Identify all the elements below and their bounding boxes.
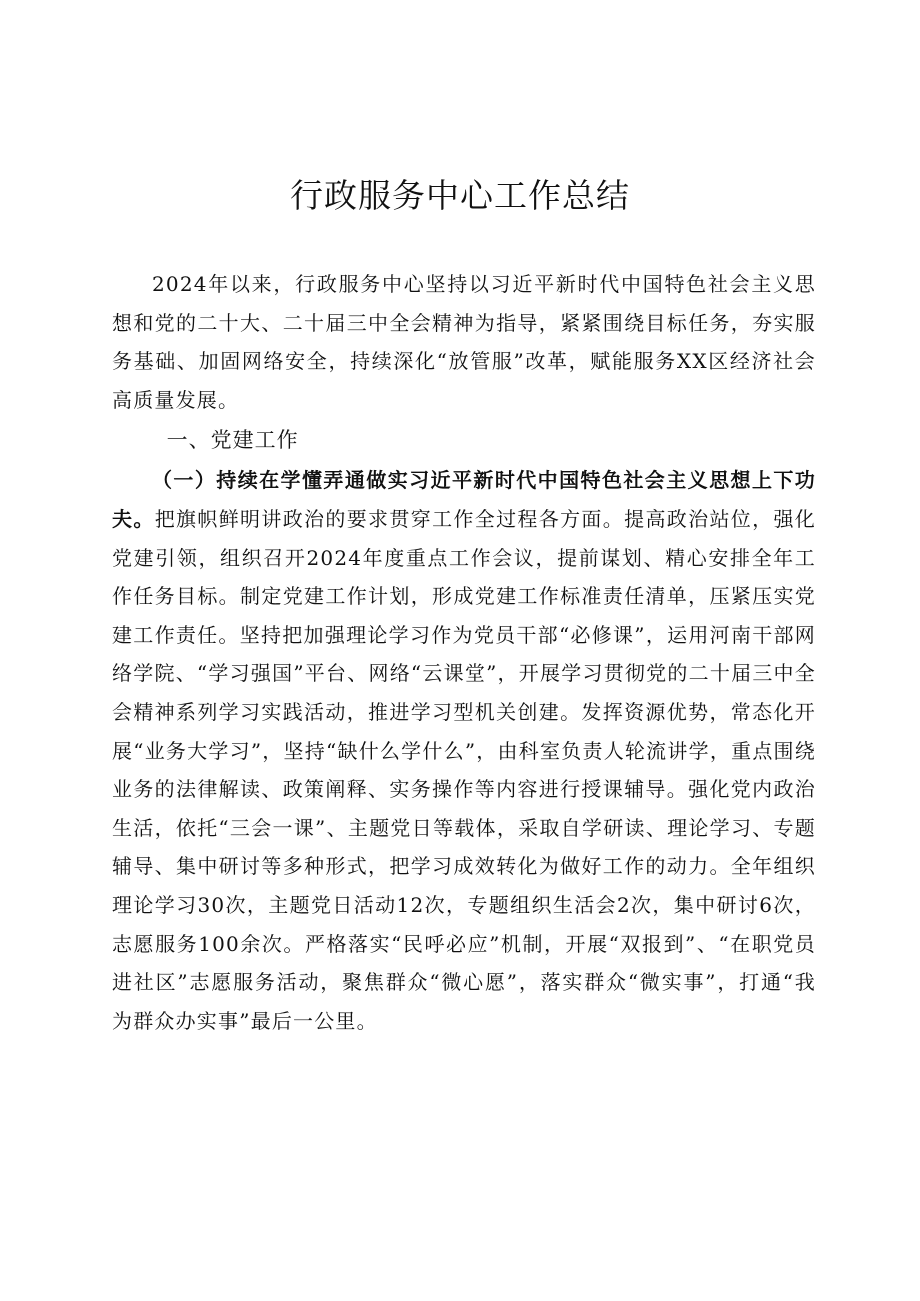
- document-body: [112, 265, 816, 1040]
- section-heading: 一、党建工作: [166, 428, 299, 453]
- subsection-heading: （一）持续在学懂弄通做实习近平新时代中国特色社会主义思想上下功夫。: [112, 468, 816, 531]
- section-body-text: 把旗帜鲜明讲政治的要求贯穿工作全过程各方面。提高政治站位，强化党建引领，组织召开2024年度重点工作会议，提前谋划、精心安排全年工作任务目标。制定党建工作计划，形成党建工作标准责任清单，压紧压实党建工作责任。坚持把加强理论学习作为党员干部“必修课”，运用河南干部网络学院、“学习强国”平台、网络“云课堂”，开展学习贯彻党的二十届三中全会精神系列学习实践活动，推进学习型机关创建。发挥资源优势，常态化开展“业务大学习”，坚持“缺什么学什么”，由科室负责人轮流讲学，重点围绕业务的法律解读、政策阐释、实务操作等内容进行授课辅导。强化党内政治生活，依托“三会一课”、主题党日等载体，采取自学研读、理论学习、专题辅导、集中研讨等多种形式，把学习成效转化为做好工作的动力。全年组织理论学习30次，主题党日活动12次，专题组织生活会2次，集中研讨6次，志愿服务100余次。严格落实“民呼必应”机制，开展“双报到”、“在职党员进社区”志愿服务活动，聚焦群众“微心愿”，落实群众“微实事”，打通“我为群众办实事”最后一公里。: [112, 506, 817, 1033]
- document-title: 行政服务中心工作总结: [290, 176, 630, 215]
- intro-paragraph: 2024年以来，行政服务中心坚持以习近平新时代中国特色社会主义思想和党的二十大、二十届三中全会精神为指导，紧紧围绕目标任务，夯实服务基础、加固网络安全，持续深化“放管服”改革，赋能服务XX区经济社会高质量发展。: [112, 272, 816, 412]
- section-paragraph: [112, 461, 816, 1040]
